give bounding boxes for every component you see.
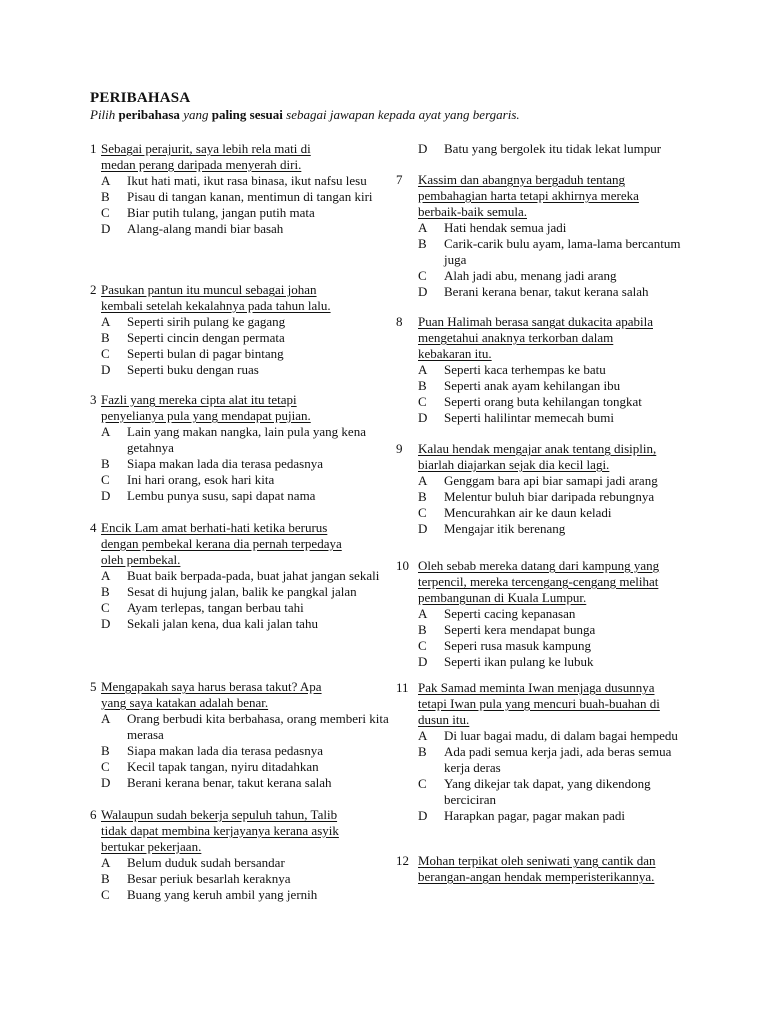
stem-line: dengan pembekal kerana dia pernah terpedaya [101, 536, 342, 551]
option-letter: D [101, 488, 111, 503]
answer-option[interactable] [101, 456, 390, 472]
option-text: Seperti bulan di pagar bintang [127, 346, 284, 361]
option-letter: C [418, 505, 427, 520]
answer-option[interactable] [101, 600, 390, 616]
option-text: Lembu punya susu, sapi dapat nama [127, 488, 316, 503]
answer-option[interactable] [418, 284, 686, 300]
option-letter: D [418, 521, 428, 536]
question-2 [90, 282, 390, 378]
option-text: Seperti cacing kepanasan [444, 606, 576, 621]
option-letter: A [101, 568, 111, 583]
option-text: Seperti anak ayam kehilangan ibu [444, 378, 621, 393]
option-letter: A [418, 606, 428, 621]
question-stem [418, 314, 686, 362]
option-text: Yang dikejar tak dapat, yang dikendong berciciran [444, 776, 651, 807]
option-letter: A [101, 711, 111, 726]
option-text: Kecil tapak tangan, nyiru ditadahkan [127, 759, 319, 774]
question-stem [101, 520, 390, 568]
option-letter: B [101, 189, 110, 204]
question-stem [418, 441, 686, 473]
answer-option[interactable] [418, 268, 686, 284]
option-letter: B [101, 456, 110, 471]
option-letter: A [418, 473, 428, 488]
question-stem [101, 807, 390, 855]
answer-option[interactable] [418, 141, 686, 157]
instr-paling-sesuai: paling sesuai [211, 107, 283, 122]
answer-option[interactable] [418, 362, 686, 378]
option-text: Seperti ikan pulang ke lubuk [444, 654, 594, 669]
option-text: Harapkan pagar, pagar makan padi [444, 808, 626, 823]
option-text: Seperi rusa masuk kampung [444, 638, 591, 653]
option-letter: C [418, 638, 427, 653]
question-10 [396, 558, 686, 670]
stem-line: mengetahui anaknya terkorban dalam [418, 330, 614, 345]
question-number: 5 [90, 679, 97, 694]
option-letter: D [101, 362, 111, 377]
stem-line: yang saya katakan adalah benar. [101, 695, 269, 710]
option-text: Ikut hati mati, ikut rasa binasa, ikut nafsu lesu [127, 173, 367, 188]
option-letter: C [418, 268, 427, 283]
option-text: Seperti kera mendapat bunga [444, 622, 596, 637]
answer-option[interactable] [101, 173, 390, 189]
option-text: Carik-carik bulu ayam, lama-lama bercantum juga [444, 236, 681, 267]
stem-line: bertukar pekerjaan. [101, 839, 202, 854]
answer-option[interactable] [101, 584, 390, 600]
stem-line: Kassim dan abangnya bergaduh tentang [418, 172, 625, 187]
option-text: Sekali jalan kena, dua kali jalan tahu [127, 616, 318, 631]
question-stem [418, 680, 686, 728]
option-text: Seperti sirih pulang ke gagang [127, 314, 286, 329]
option-letter: D [418, 808, 428, 823]
question-9 [396, 441, 686, 537]
stem-line: Fazli yang mereka cipta alat itu tetapi [101, 392, 297, 407]
answer-option[interactable] [418, 505, 686, 521]
stem-line: terpencil, mereka tercengang-cengang melihat [418, 574, 659, 589]
instructions [90, 107, 710, 123]
option-letter: D [101, 775, 111, 790]
answer-option[interactable] [418, 638, 686, 654]
answer-option[interactable] [418, 654, 686, 670]
option-text: Seperti buku dengan ruas [127, 362, 259, 377]
stem-line: Oleh sebab mereka datang dari kampung yang [418, 558, 660, 573]
question-number: 6 [90, 807, 97, 822]
option-text: Seperti orang buta kehilangan tongkat [444, 394, 642, 409]
option-text: Mengajar itik berenang [444, 521, 566, 536]
option-letter: B [101, 743, 110, 758]
stem-line: medan perang daripada menyerah diri. [101, 157, 302, 172]
stem-line: berbaik-baik semula. [418, 204, 528, 219]
answer-option[interactable] [101, 362, 390, 378]
answer-option[interactable] [418, 776, 686, 808]
question-stem [418, 558, 686, 606]
option-letter: D [418, 654, 428, 669]
stem-line: pembangunan di Kuala Lumpur. [418, 590, 587, 605]
option-text: Melentur buluh biar daripada rebungnya [444, 489, 655, 504]
option-letter: D [418, 284, 428, 299]
stem-line: oleh pembekal. [101, 552, 181, 567]
option-letter: D [418, 410, 428, 425]
option-text: Siapa makan lada dia terasa pedasnya [127, 456, 323, 471]
answer-option[interactable] [418, 220, 686, 236]
stem-line: tidak dapat membina kerjayanya kerana asyik [101, 823, 339, 838]
question-11 [396, 680, 686, 824]
instr-yang: yang [179, 107, 212, 122]
stem-line: penyelianya pula yang mendapat pujian. [101, 408, 311, 423]
option-text: Lain yang makan nangka, lain pula yang kena getahnya [127, 424, 366, 455]
answer-option[interactable] [101, 855, 390, 871]
option-text: Di luar bagai madu, di dalam bagai hempedu [444, 728, 678, 743]
option-letter: B [101, 871, 110, 886]
stem-line: Encik Lam amat berhati-hati ketika berurus [101, 520, 328, 535]
option-text: Sesat di hujung jalan, balik ke pangkal jalan [127, 584, 357, 599]
answer-option[interactable] [418, 728, 686, 744]
question-4 [90, 520, 390, 632]
question-number: 10 [396, 558, 409, 573]
instr-peribahasa: peribahasa [118, 107, 180, 122]
option-text: Pisau di tangan kanan, mentimun di tangan kiri [127, 189, 373, 204]
option-text: Genggam bara api biar samapi jadi arang [444, 473, 658, 488]
stem-line: pembahagian harta tetapi akhirnya mereka [418, 188, 639, 203]
option-letter: C [101, 759, 110, 774]
answer-option[interactable] [418, 473, 686, 489]
question-6 [396, 141, 686, 157]
answer-option[interactable] [418, 622, 686, 638]
question-number: 4 [90, 520, 97, 535]
option-letter: A [101, 424, 111, 439]
answer-option[interactable] [101, 424, 390, 456]
stem-line: Sebagai perajurit, saya lebih rela mati di [101, 141, 311, 156]
option-text: Buat baik berpada-pada, buat jahat jangan sekali [127, 568, 380, 583]
stem-line: Puan Halimah berasa sangat dukacita apabila [418, 314, 653, 329]
question-6 [90, 807, 390, 903]
answer-option[interactable] [418, 489, 686, 505]
question-stem [101, 392, 390, 424]
instr-rest: sebagai jawapan kepada ayat yang bergaris. [282, 107, 520, 122]
question-stem [101, 282, 390, 314]
answer-option[interactable] [101, 346, 390, 362]
stem-line: kembali setelah kekalahnya pada tahun lalu. [101, 298, 331, 313]
option-letter: B [418, 622, 427, 637]
option-letter: C [101, 600, 110, 615]
option-text: Hati hendak semua jadi [444, 220, 567, 235]
stem-line: kebakaran itu. [418, 346, 492, 361]
option-text: Alah jadi abu, menang jadi arang [444, 268, 617, 283]
question-stem [101, 679, 390, 711]
answer-option[interactable] [418, 808, 686, 824]
option-letter: D [101, 616, 111, 631]
question-8 [396, 314, 686, 426]
stem-line: berangan-angan hendak memperisterikannya. [418, 869, 655, 884]
answer-option[interactable] [101, 871, 390, 887]
answer-option[interactable] [101, 314, 390, 330]
option-text: Biar putih tulang, jangan putih mata [127, 205, 315, 220]
stem-line: Pak Samad meminta Iwan menjaga dusunnya [418, 680, 655, 695]
option-text: Besar periuk besarlah keraknya [127, 871, 291, 886]
answer-option[interactable] [418, 378, 686, 394]
stem-line: Mohan terpikat oleh seniwati yang cantik dan [418, 853, 656, 868]
stem-line: dusun itu. [418, 712, 470, 727]
stem-line: biarlah diajarkan sejak dia kecil lagi. [418, 457, 610, 472]
option-letter: B [418, 378, 427, 393]
answer-option[interactable] [101, 472, 390, 488]
option-letter: C [101, 205, 110, 220]
question-5 [90, 679, 390, 791]
option-letter: C [101, 346, 110, 361]
answer-option[interactable] [101, 205, 390, 221]
option-text: Orang berbudi kita berbahasa, orang memberi kita merasa [127, 711, 389, 742]
option-text: Batu yang bergolek itu tidak lekat lumpur [444, 141, 662, 156]
option-letter: A [418, 220, 428, 235]
option-letter: C [101, 887, 110, 902]
option-letter: C [418, 394, 427, 409]
answer-option[interactable] [101, 743, 390, 759]
stem-line: Pasukan pantun itu muncul sebagai johan [101, 282, 317, 297]
option-letter: C [101, 472, 110, 487]
stem-line: Kalau hendak mengajar anak tentang disiplin, [418, 441, 657, 456]
option-letter: B [101, 584, 110, 599]
answer-option[interactable] [418, 744, 686, 776]
option-letter: A [418, 362, 428, 377]
answer-option[interactable] [418, 606, 686, 622]
answer-option[interactable] [101, 189, 390, 205]
answer-option[interactable] [418, 394, 686, 410]
option-text: Siapa makan lada dia terasa pedasnya [127, 743, 323, 758]
question-number: 12 [396, 853, 409, 868]
instr-pilih: Pilih [90, 107, 119, 122]
option-text: Berani kerana benar, takut kerana salah [127, 775, 332, 790]
answer-option[interactable] [101, 221, 390, 237]
stem-line: Walaupun sudah bekerja sepuluh tahun, Talib [101, 807, 338, 822]
stem-line: tetapi Iwan pula yang mencuri buah-buahan di [418, 696, 660, 711]
question-number: 11 [396, 680, 409, 695]
question-12 [396, 853, 686, 885]
option-letter: D [418, 141, 428, 156]
answer-option[interactable] [418, 236, 686, 268]
question-3 [90, 392, 390, 504]
question-stem [418, 172, 686, 220]
answer-option[interactable] [101, 568, 390, 584]
answer-option[interactable] [101, 616, 390, 632]
page-title: PERIBAHASA [90, 90, 191, 106]
option-letter: B [418, 489, 427, 504]
option-text: Seperti halilintar memecah bumi [444, 410, 615, 425]
question-number: 3 [90, 392, 97, 407]
option-text: Seperti kaca terhempas ke batu [444, 362, 606, 377]
option-text: Belum duduk sudah bersandar [127, 855, 285, 870]
option-letter: A [101, 855, 111, 870]
question-number: 8 [396, 314, 403, 329]
option-letter: B [418, 236, 427, 251]
answer-option[interactable] [418, 521, 686, 537]
question-number: 1 [90, 141, 97, 156]
answer-option[interactable] [101, 711, 390, 743]
option-text: Berani kerana benar, takut kerana salah [444, 284, 649, 299]
answer-option[interactable] [101, 759, 390, 775]
page-header [90, 89, 710, 123]
question-stem [418, 853, 686, 885]
option-text: Buang yang keruh ambil yang jernih [127, 887, 318, 902]
stem-line: Mengapakah saya harus berasa takut? Apa [101, 679, 322, 694]
option-text: Ini hari orang, esok hari kita [127, 472, 275, 487]
option-text: Mencurahkan air ke daun keladi [444, 505, 612, 520]
question-7 [396, 172, 686, 300]
option-letter: C [418, 776, 427, 791]
option-text: Alang-alang mandi biar basah [127, 221, 284, 236]
option-letter: B [418, 744, 427, 759]
answer-option[interactable] [101, 330, 390, 346]
answer-option[interactable] [101, 887, 390, 903]
option-text: Ada padi semua kerja jadi, ada beras semua kerja deras [444, 744, 672, 775]
question-number: 9 [396, 441, 403, 456]
answer-option[interactable] [101, 775, 390, 791]
option-text: Ayam terlepas, tangan berbau tahi [127, 600, 304, 615]
question-1 [90, 141, 390, 237]
answer-option[interactable] [418, 410, 686, 426]
option-letter: D [101, 221, 111, 236]
option-letter: B [101, 330, 110, 345]
option-letter: A [418, 728, 428, 743]
question-number: 2 [90, 282, 97, 297]
answer-option[interactable] [101, 488, 390, 504]
option-letter: A [101, 173, 111, 188]
question-number: 7 [396, 172, 403, 187]
question-stem [101, 141, 390, 173]
option-text: Seperti cincin dengan permata [127, 330, 285, 345]
option-letter: A [101, 314, 111, 329]
